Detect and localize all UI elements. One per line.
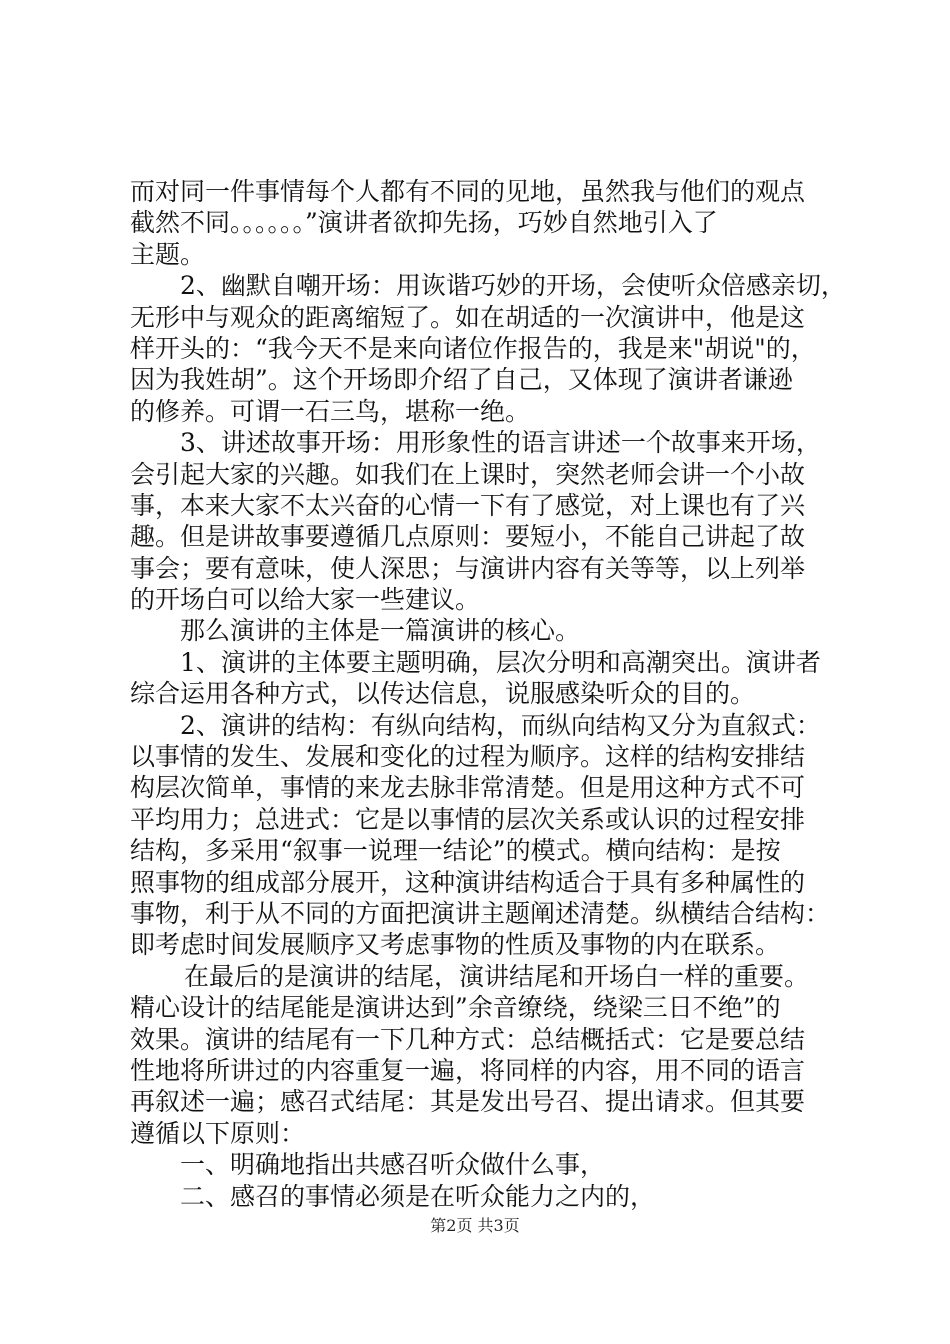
text-line: 的修养。可谓一石三鸟，堪称一绝。 <box>130 396 531 426</box>
list-item-line: 一、明确地指出共感召听众做什么事， <box>180 1150 606 1180</box>
text-line: 效果。演讲的结尾有一下几种方式：总结概括式：它是要总结 <box>130 1024 806 1054</box>
text-line: 主题。 <box>130 239 206 269</box>
text-line: 样开头的：“我今天不是来向诸位作报告的，我是来"胡说"的， <box>130 333 816 363</box>
text-line: 综合运用各种方式，以传达信息，说服感染听众的目的。 <box>130 679 756 709</box>
text-line: 以事情的发生、发展和变化的过程为顺序。这样的结构安排结 <box>130 742 806 772</box>
list-item-line: 二、感召的事情必须是在听众能力之内的， <box>180 1181 656 1211</box>
paragraph-start-line: 3、讲述故事开场：用形象性的语言讲述一个故事来开场， <box>180 428 821 458</box>
text-line: 的开场白可以给大家一些建议。 <box>130 585 481 615</box>
paragraph-start-line: 2、幽默自嘲开场：用诙谐巧妙的开场，会使听众倍感亲切， <box>180 271 846 301</box>
text-line: 事会；要有意味，使人深思；与演讲内容有关等等，以上列举 <box>130 553 806 583</box>
paragraph-start-line: 1、演讲的主体要主题明确，层次分明和高潮突出。演讲者 <box>180 647 821 677</box>
text-line: 无形中与观众的距离缩短了。如在胡适的一次演讲中，他是这 <box>130 302 806 332</box>
page-number-footer: 第2页 共3页 <box>430 1216 520 1235</box>
paragraph-start-line: 在最后的是演讲的结尾，演讲结尾和开场白一样的重要。 <box>184 961 810 991</box>
text-line: 趣。但是讲故事要遵循几点原则：要短小，不能自己讲起了故 <box>130 522 806 552</box>
text-line: 事物，利于从不同的方面把演讲主题阐述清楚。纵横结合结构： <box>130 898 831 928</box>
text-line: 照事物的组成部分展开，这种演讲结构适合于具有多种属性的 <box>130 867 806 897</box>
text-line: 即考虑时间发展顺序又考虑事物的性质及事物的内在联系。 <box>130 930 781 960</box>
text-line: 构层次简单，事情的来龙去脉非常清楚。但是用这种方式不可 <box>130 773 806 803</box>
document-body <box>130 176 846 1212</box>
text-line: 因为我姓胡”。这个开场即介绍了自己，又体现了演讲者谦逊 <box>130 365 793 395</box>
text-line: 再叙述一遍；感召式结尾：其是发出号召、提出请求。但其要 <box>130 1087 806 1117</box>
paragraph-start-line: 2、演讲的结构：有纵向结构，而纵向结构又分为直叙式： <box>180 710 821 740</box>
text-line: 结构，多采用“叙事一说理一结论”的模式。横向结构：是按 <box>130 836 781 866</box>
text-line: 事，本来大家不太兴奋的心情一下有了感觉，对上课也有了兴 <box>130 490 806 520</box>
text-line: 平均用力；总进式：它是以事情的层次关系或认识的过程安排 <box>130 804 806 834</box>
text-line: 精心设计的结尾能是演讲达到”余音缭绕，绕梁三日不绝”的 <box>130 993 781 1023</box>
text-line: 会引起大家的兴趣。如我们在上课时，突然老师会讲一个小故 <box>130 459 806 489</box>
text-line: 性地将所讲过的内容重复一遍，将同样的内容，用不同的语言 <box>130 1055 806 1085</box>
text-line: 遵循以下原则： <box>130 1118 306 1148</box>
paragraph-start-line: 那么演讲的主体是一篇演讲的核心。 <box>180 616 581 646</box>
text-line: 而对同一件事情每个人都有不同的见地，虽然我与他们的观点 <box>130 177 806 206</box>
text-line: 截然不同。。。。。。”演讲者欲抑先扬，巧妙自然地引入了 <box>130 208 718 238</box>
